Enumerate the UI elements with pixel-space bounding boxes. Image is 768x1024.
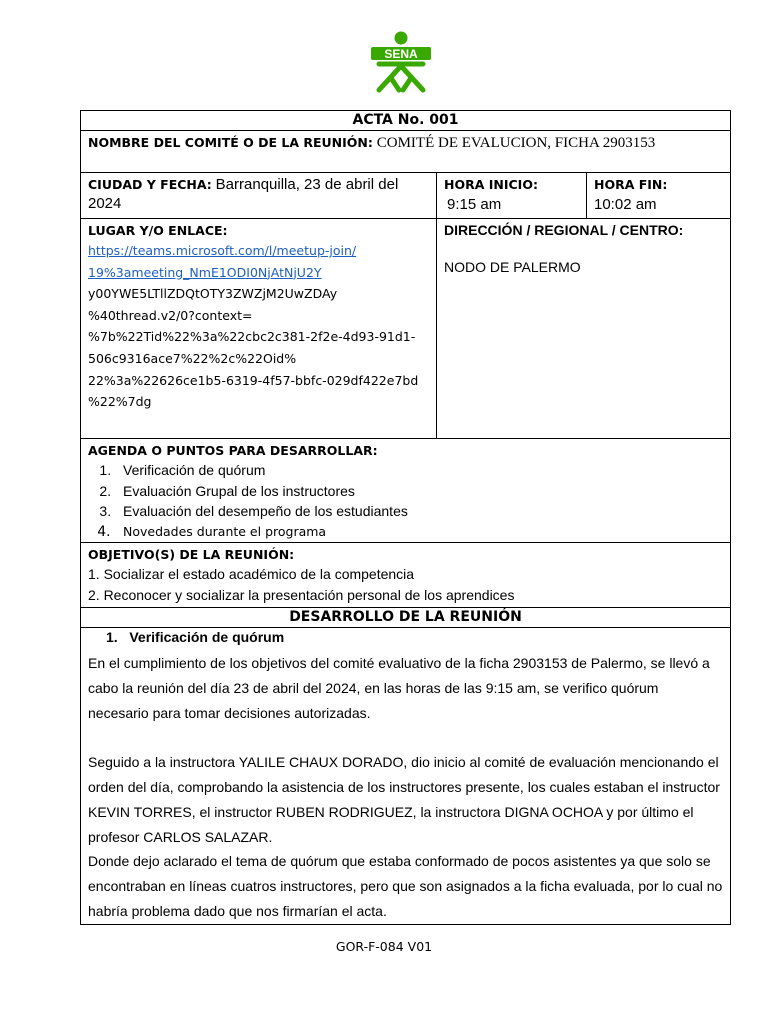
- meeting-url-line-6: 506c9316ace7%22%2c%22Oid%: [88, 350, 297, 366]
- agenda-list: [88, 460, 723, 542]
- comite-label: NOMBRE DEL COMITÉ O DE LA REUNIÓN:: [88, 135, 373, 150]
- meeting-url-line-3: y00YWE5LTllZDQtOTY3ZWZjM2UwZDAy: [88, 286, 338, 302]
- meeting-url-line-8: %22%7dg: [88, 394, 152, 410]
- comite-cell: [81, 131, 731, 173]
- objetivo-item: 1. Socializar el estado académico de la competencia: [88, 566, 415, 582]
- ciudad-cell: [81, 173, 437, 219]
- lugar-label: LUGAR Y/O ENLACE:: [88, 223, 228, 238]
- direccion-value: NODO DE PALERMO: [444, 259, 581, 275]
- section-title: Verificación de quórum: [129, 629, 285, 645]
- hora-fin-cell: [587, 173, 731, 219]
- hora-inicio-cell: [437, 173, 587, 219]
- desarrollo-label: DESARROLLO DE LA REUNIÓN: [81, 608, 731, 628]
- sena-logo: [369, 30, 433, 94]
- lugar-cell: [81, 219, 437, 439]
- desarrollo-paragraph-1: En el cumplimiento de los objetivos del comité evaluativo de la ficha 2903153 de Palermo, se llevó a cabo la reunión del día 23 de abril del 2024, en las horas de las 9:15 am, se verifico quórum necesario para tomar decisiones autorizadas.: [88, 655, 710, 721]
- desarrollo-paragraph-3: Donde dejo aclarado el tema de quórum que estaba conformado de pocos asistentes ya que solo se encontraban en líneas cuatros instructores, pero que son asignados a la ficha evaluada, por lo cual no habría problema dado que nos firmarían el acta.: [88, 853, 723, 919]
- agenda-cell: [81, 439, 731, 543]
- agenda-label: AGENDA O PUNTOS PARA DESARROLLAR:: [88, 443, 378, 458]
- meeting-link-line-2[interactable]: 19%3ameeting_NmE1ODI0NjAtNjU2Y: [88, 264, 322, 280]
- hora-fin-value: 10:02 am: [594, 196, 657, 213]
- desarrollo-paragraph-2: Seguido a la instructora YALILE CHAUX DORADO, dio inicio al comité de evaluación mencionando el orden del día, comprobando la asistencia de los instructores presente, los cuales estaban el instructor KEVIN TORRES, el instructor RUBEN RODRIGUEZ, la instructora DIGNA OCHOA y por último el profesor CARLOS SALAZAR.: [88, 754, 720, 845]
- agenda-item: 4. Novedades durante el programa: [115, 522, 723, 543]
- meeting-url-line-4: %40thread.v2/0?context=: [88, 307, 253, 323]
- direccion-label: DIRECCIÓN / REGIONAL / CENTRO:: [444, 222, 684, 238]
- logo-text: SENA: [384, 47, 418, 61]
- acta-table: [80, 110, 731, 925]
- direccion-cell: [437, 219, 731, 439]
- comite-value: COMITÉ DE EVALUCION, FICHA 2903153: [376, 135, 656, 151]
- agenda-item: 1. Verificación de quórum: [115, 460, 723, 481]
- hora-fin-label: HORA FIN:: [594, 177, 668, 192]
- section-number: 1.: [106, 629, 118, 645]
- form-code: GOR-F-084 V01: [335, 939, 433, 954]
- desarrollo-section-heading: [88, 628, 723, 646]
- meeting-link-line-1[interactable]: https://teams.microsoft.com/l/meetup-join/: [88, 243, 357, 258]
- objetivos-label: OBJETIVO(S) DE LA REUNIÓN:: [88, 547, 295, 562]
- objetivos-cell: [81, 543, 731, 608]
- hora-inicio-label: HORA INICIO:: [444, 177, 538, 192]
- hora-inicio-value: 9:15 am: [447, 196, 502, 213]
- agenda-item: 2. Evaluación Grupal de los instructores: [115, 481, 723, 502]
- ciudad-label: CIUDAD Y FECHA:: [88, 177, 212, 192]
- meeting-url-line-7: 22%3a%22626ce1b5-6319-4f57-bbfc-029df422e7bd: [88, 372, 419, 388]
- desarrollo-cell: [81, 628, 731, 925]
- acta-title: ACTA No. 001: [81, 111, 731, 131]
- objetivo-item: 2. Reconocer y socializar la presentación personal de los aprendices: [88, 587, 515, 603]
- meeting-url-line-5: %7b%22Tid%22%3a%22cbc2c381-2f2e-4d93-91d1-: [88, 329, 416, 345]
- agenda-item: 3. Evaluación del desempeño de los estudiantes: [115, 501, 723, 522]
- ciudad-value: Barranquilla, 23 de abril del 2024: [88, 176, 399, 212]
